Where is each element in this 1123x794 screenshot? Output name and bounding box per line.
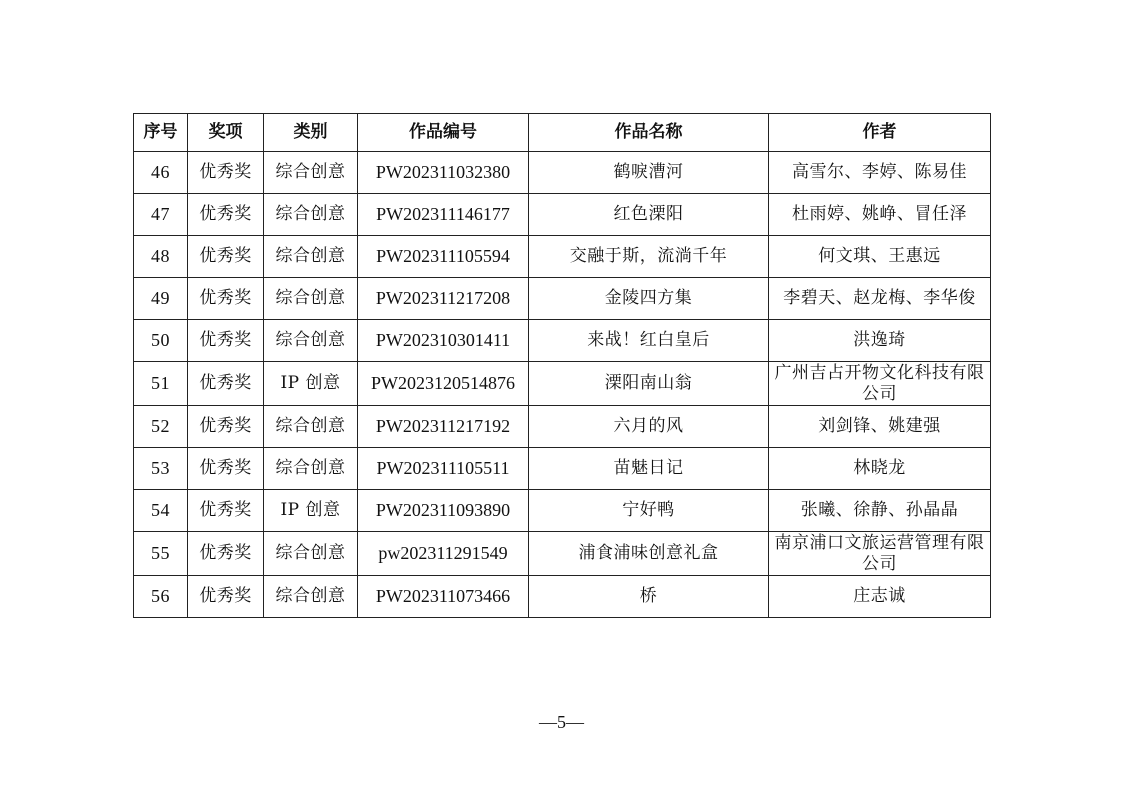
cell-code: PW202310301411 — [358, 320, 529, 362]
table-header-row — [134, 114, 991, 152]
cell-category: 综合创意 — [264, 236, 358, 278]
header-award: 奖项 — [188, 114, 264, 152]
table-row — [134, 532, 991, 576]
cell-author: 高雪尔、李婷、陈易佳 — [769, 152, 991, 194]
cell-category: 综合创意 — [264, 278, 358, 320]
cell-author: 洪逸琦 — [769, 320, 991, 362]
cell-title: 交融于斯，流淌千年 — [529, 236, 769, 278]
cell-award: 优秀奖 — [188, 532, 264, 576]
cell-index: 53 — [134, 448, 188, 490]
cell-category: 综合创意 — [264, 320, 358, 362]
cell-author: 南京浦口文旅运营管理有限公司 — [769, 532, 991, 576]
header-author: 作者 — [769, 114, 991, 152]
cell-title: 金陵四方集 — [529, 278, 769, 320]
table-row — [134, 194, 991, 236]
cell-code: PW202311146177 — [358, 194, 529, 236]
cell-award: 优秀奖 — [188, 406, 264, 448]
cell-category: 综合创意 — [264, 532, 358, 576]
header-title: 作品名称 — [529, 114, 769, 152]
cell-index: 46 — [134, 152, 188, 194]
table-row — [134, 320, 991, 362]
cell-code: PW202311217208 — [358, 278, 529, 320]
cell-title: 来战！红白皇后 — [529, 320, 769, 362]
cell-code: pw202311291549 — [358, 532, 529, 576]
cell-index: 56 — [134, 576, 188, 618]
cell-index: 52 — [134, 406, 188, 448]
cell-code: PW2023120514876 — [358, 362, 529, 406]
cell-title: 浦食浦味创意礼盒 — [529, 532, 769, 576]
cell-index: 48 — [134, 236, 188, 278]
cell-code: PW202311073466 — [358, 576, 529, 618]
cell-title: 红色溧阳 — [529, 194, 769, 236]
cell-code: PW202311032380 — [358, 152, 529, 194]
table-row — [134, 490, 991, 532]
table-row — [134, 236, 991, 278]
cell-award: 优秀奖 — [188, 320, 264, 362]
cell-title: 鹤唳漕河 — [529, 152, 769, 194]
cell-index: 54 — [134, 490, 188, 532]
cell-category: IP 创意 — [264, 490, 358, 532]
header-code: 作品编号 — [358, 114, 529, 152]
header-category: 类别 — [264, 114, 358, 152]
cell-title: 六月的风 — [529, 406, 769, 448]
cell-award: 优秀奖 — [188, 278, 264, 320]
cell-author: 林晓龙 — [769, 448, 991, 490]
cell-title: 溧阳南山翁 — [529, 362, 769, 406]
cell-category: IP 创意 — [264, 362, 358, 406]
awards-table — [133, 113, 991, 618]
cell-author: 广州吉占开物文化科技有限公司 — [769, 362, 991, 406]
cell-award: 优秀奖 — [188, 194, 264, 236]
table-row — [134, 152, 991, 194]
cell-award: 优秀奖 — [188, 152, 264, 194]
cell-category: 综合创意 — [264, 194, 358, 236]
table-row — [134, 362, 991, 406]
cell-code: PW202311105594 — [358, 236, 529, 278]
cell-author: 杜雨婷、姚峥、冒任泽 — [769, 194, 991, 236]
table-row — [134, 448, 991, 490]
cell-code: PW202311105511 — [358, 448, 529, 490]
cell-category: 综合创意 — [264, 406, 358, 448]
cell-author: 庄志诚 — [769, 576, 991, 618]
cell-index: 47 — [134, 194, 188, 236]
cell-award: 优秀奖 — [188, 448, 264, 490]
cell-category: 综合创意 — [264, 152, 358, 194]
cell-title: 苗魅日记 — [529, 448, 769, 490]
table-row — [134, 576, 991, 618]
cell-award: 优秀奖 — [188, 236, 264, 278]
table-row — [134, 406, 991, 448]
cell-award: 优秀奖 — [188, 362, 264, 406]
page-number: —5— — [539, 712, 584, 732]
cell-index: 55 — [134, 532, 188, 576]
cell-code: PW202311093890 — [358, 490, 529, 532]
cell-index: 49 — [134, 278, 188, 320]
cell-author: 刘剑锋、姚建强 — [769, 406, 991, 448]
cell-award: 优秀奖 — [188, 490, 264, 532]
cell-title: 桥 — [529, 576, 769, 618]
cell-index: 51 — [134, 362, 188, 406]
cell-code: PW202311217192 — [358, 406, 529, 448]
cell-author: 张曦、徐静、孙晶晶 — [769, 490, 991, 532]
cell-award: 优秀奖 — [188, 576, 264, 618]
cell-index: 50 — [134, 320, 188, 362]
table-row — [134, 278, 991, 320]
cell-title: 宁好鸭 — [529, 490, 769, 532]
cell-author: 何文琪、王惠远 — [769, 236, 991, 278]
cell-author: 李碧天、赵龙梅、李华俊 — [769, 278, 991, 320]
header-index: 序号 — [134, 114, 188, 152]
cell-category: 综合创意 — [264, 576, 358, 618]
cell-category: 综合创意 — [264, 448, 358, 490]
